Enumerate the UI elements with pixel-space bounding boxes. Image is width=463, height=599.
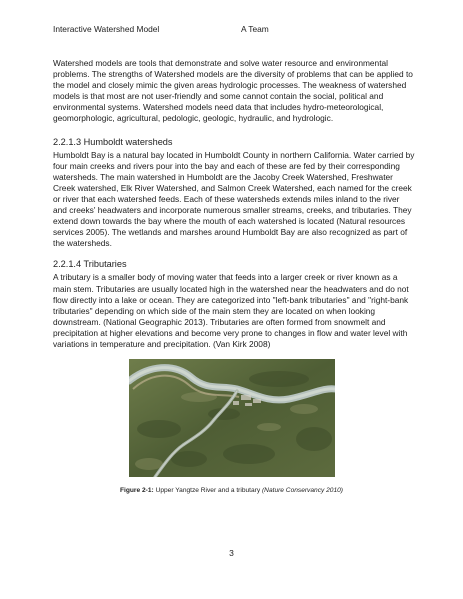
section-heading-tributaries: 2.2.1.4 Tributaries xyxy=(53,259,127,270)
page-number: 3 xyxy=(229,548,234,558)
page-content xyxy=(53,58,415,350)
document-title: Interactive Watershed Model xyxy=(53,24,160,34)
figure-source: (Nature Conservancy 2010) xyxy=(261,487,343,494)
section-heading-humboldt: 2.2.1.3 Humboldt watersheds xyxy=(53,136,173,147)
river-aerial-illustration xyxy=(129,359,335,477)
team-name: A Team xyxy=(241,24,269,34)
section-body-humboldt: Humboldt Bay is a natural bay located in Humboldt County in northern California. Water carried by four main creeks and rivers pour into the bay and each of these are fed by their corresponding watersheds. The main watershed in Humboldt are the Jacoby Creek Watershed, Freshwater Creek watershed, Elk River Watershed, and Salmon Creek Watershed, each named for the creek or river that each watershed feeds. Each of these watersheds extends miles inland to the river and creeks' headwaters and incorporate numerous smaller streams, creeks, and tributaries. They extend down towards the bay where the mouth of each watershed is located (Natural resources services 2005). The wetlands and marshes around Humboldt Bay are also recognized as part of the watersheds. xyxy=(53,149,415,249)
page-header xyxy=(53,24,269,34)
figure-text: Upper Yangtze River and a tributary xyxy=(153,487,262,494)
intro-paragraph: Watershed models are tools that demonstrate and solve water resource and environmental problems. The strengths of Watershed models are the diversity of problems that can be applied to the model and closely mimic the given areas hydrologic processes. The weakness of watershed models is that most are not user-friendly and some cannot contain the social, political and environmental systems. Watershed models need data that includes hydro-meteorological, geomorphologic, agricultural, pedologic, geologic, hydraulic, and hydrologic. xyxy=(53,58,413,124)
river-aerial-image xyxy=(129,359,335,477)
figure-label: Figure 2-1: xyxy=(120,487,154,494)
figure-caption xyxy=(0,487,463,494)
section-body-tributaries: A tributary is a smaller body of moving water that feeds into a larger creek or river known as a main stem. Tributaries are usually located high in the watershed near the headwaters and do not flow directly into a lake or ocean. They are categorized into "left-bank tributaries" and "right-bank tributaries" depending on which side of the main stem they are located on when looking downstream. (National Geographic 2013). Tributaries are often formed from snowmelt and precipitation at higher elevations and become very prone to changes in flow and water level with variations in temperature and precipitation. (Van Kirk 2008) xyxy=(53,272,409,349)
